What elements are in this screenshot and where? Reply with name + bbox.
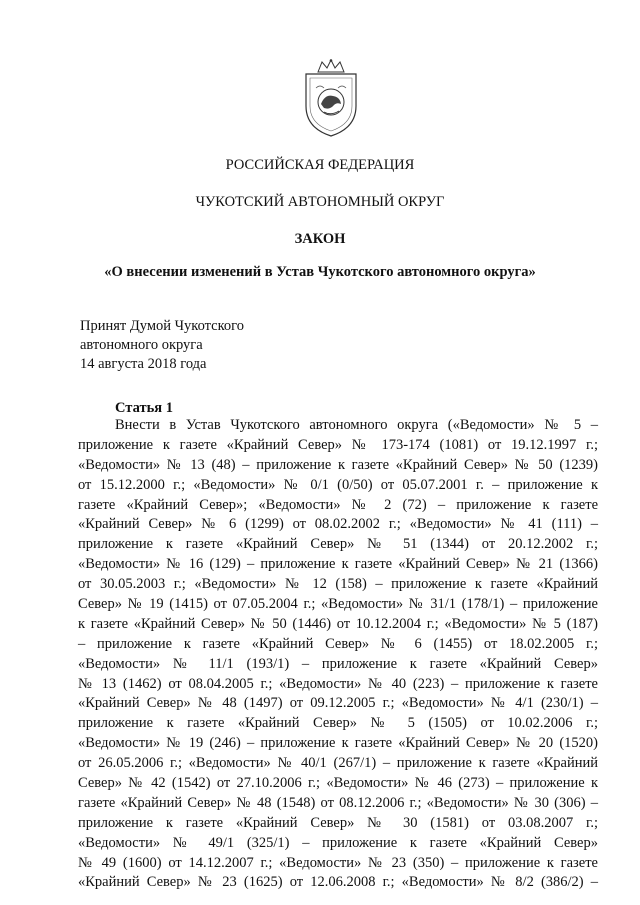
accepted-date: 14 августа 2018 года [80, 356, 207, 372]
body-line: «Ведомости» № 19 (246) – приложение к газете «Крайний Север» № 20 (1520) [78, 735, 598, 752]
body-line: «Ведомости» № 13 (48) – приложение к газете «Крайний Север» № 50 (1239) [78, 456, 598, 473]
body-line: № 49 (1600) от 14.12.2007 г.; «Ведомости» № 23 (350) – приложение к газете [78, 854, 598, 871]
accepted-line: автономного округа [80, 337, 203, 353]
body-line: от 15.12.2000 г.; «Ведомости» № 0/1 (0/50) от 05.07.2001 г. – приложение к [78, 476, 598, 493]
body-line: Внести в Устав Чукотского автономного округа («Ведомости» № 5 – [115, 417, 598, 433]
law-title: «О внесении изменений в Устав Чукотского автономного округа» [104, 264, 536, 280]
body-line: «Крайний Север» № 6 (1299) от 08.02.2002 г.; «Ведомости» № 41 (111) – [78, 516, 598, 533]
body-line: приложение к газете «Крайний Север» № 30 (1581) от 03.08.2007 г.; [78, 814, 598, 831]
body-line: № 13 (1462) от 08.04.2005 г.; «Ведомости» № 40 (223) – приложение к газете [78, 675, 598, 692]
country-heading: РОССИЙСКАЯ ФЕДЕРАЦИЯ [225, 157, 415, 173]
article-body [78, 416, 598, 893]
body-line: «Ведомости» № 11/1 (193/1) – приложение к газете «Крайний Север» [78, 655, 598, 672]
body-line: Север» № 19 (1415) от 07.05.2004 г.; «Ведомости» № 31/1 (178/1) – приложение [78, 596, 598, 613]
body-line: «Крайний Север» № 48 (1497) от 09.12.2005 г.; «Ведомости» № 4/1 (230/1) – [78, 695, 598, 712]
body-line: приложение к газете «Крайний Север» № 51 (1344) от 20.12.2002 г.; [78, 536, 598, 553]
document-type-heading: ЗАКОН [294, 231, 346, 247]
body-line: «Ведомости» № 49/1 (325/1) – приложение к газете «Крайний Север» [78, 834, 598, 851]
body-line: «Крайний Север» № 23 (1625) от 12.06.2008 г.; «Ведомости» № 8/2 (386/2) – [78, 874, 598, 891]
accepted-line: Принят Думой Чукотского [80, 318, 245, 334]
body-line: Север» № 42 (1542) от 27.10.2006 г.; «Ведомости» № 46 (273) – приложение к [78, 775, 598, 792]
body-line: приложение к газете «Крайний Север» № 5 (1505) от 10.02.2006 г.; [78, 715, 598, 732]
body-line: газете «Крайний Север» № 48 (1548) от 08.12.2006 г.; «Ведомости» № 30 (306) – [78, 794, 598, 811]
body-line: – приложение к газете «Крайний Север» № 6 (1455) от 18.02.2005 г.; [78, 635, 598, 652]
article-title: Статья 1 [115, 400, 173, 416]
body-line: газете «Крайний Север»; «Ведомости» № 2 (72) – приложение к газете [78, 496, 598, 513]
body-line: «Ведомости» № 16 (129) – приложение к газете «Крайний Север» № 21 (1366) [78, 556, 598, 573]
body-line: к газете «Крайний Север» № 50 (1446) от 10.12.2004 г.; «Ведомости» № 5 (187) [78, 615, 598, 632]
body-line: приложение к газете «Крайний Север» № 173-174 (1081) от 19.12.1997 г.; [78, 436, 598, 453]
body-line: от 26.05.2006 г.; «Ведомости» № 40/1 (267/1) – приложение к газете «Крайний [78, 755, 598, 772]
accepted-block [80, 317, 244, 374]
body-line: от 30.05.2003 г.; «Ведомости» № 12 (158) – приложение к газете «Крайний [78, 576, 598, 593]
coat-of-arms-icon [300, 58, 362, 138]
region-heading: ЧУКОТСКИЙ АВТОНОМНЫЙ ОКРУГ [195, 194, 445, 210]
